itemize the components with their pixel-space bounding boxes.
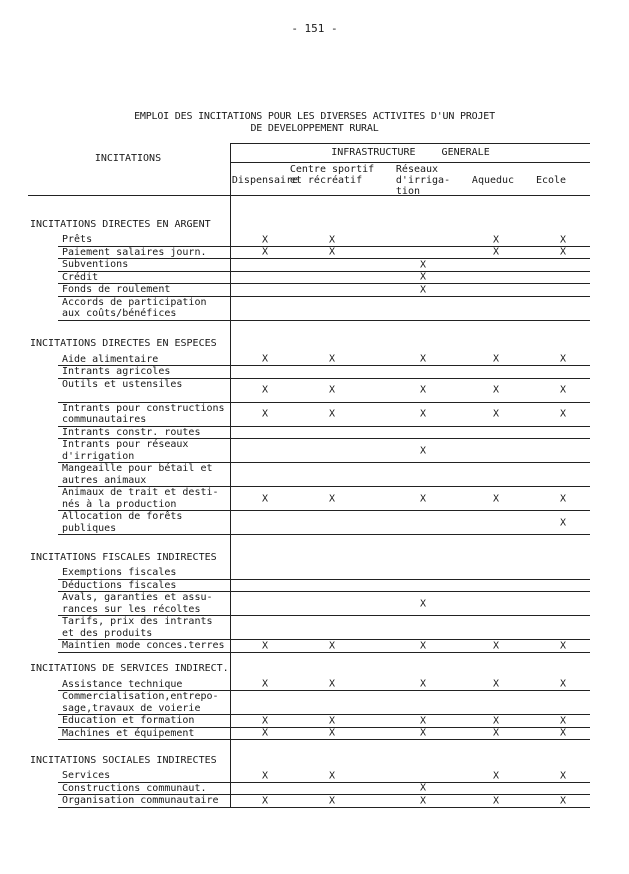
row-cells: [230, 728, 590, 741]
row-cells: [230, 403, 590, 427]
row-cells: [230, 247, 590, 260]
table-row: [28, 284, 590, 297]
mark-x: X: [328, 384, 336, 396]
column-header-dispensaire: Dispensaire: [231, 175, 299, 186]
row-label: Fonds de roulement: [58, 284, 230, 297]
mark-x: X: [492, 678, 500, 690]
row-cells: [230, 234, 590, 247]
row-cells: [230, 259, 590, 272]
row-cells: [230, 770, 590, 783]
mark-x: X: [492, 234, 500, 246]
row-label: Education et formation: [58, 715, 230, 728]
mark-x: X: [419, 640, 427, 652]
row-label: Crédit: [58, 272, 230, 285]
mark-x: X: [261, 795, 269, 807]
column-header-aqueduc: Aqueduc: [471, 175, 515, 186]
mark-x: X: [559, 246, 567, 258]
table-header: [28, 143, 590, 196]
row-label: Paiement salaires journ.: [58, 247, 230, 260]
mark-x: X: [328, 353, 336, 365]
column-header-ecole: Ecole: [535, 175, 567, 186]
row-cells: [230, 640, 590, 653]
mark-x: X: [419, 678, 427, 690]
mark-x: X: [559, 770, 567, 782]
mark-x: X: [261, 384, 269, 396]
row-label: Maintien mode conces.terres: [58, 640, 230, 653]
row-label: Subventions: [58, 259, 230, 272]
mark-x: X: [419, 795, 427, 807]
row-cells: [230, 427, 590, 440]
mark-x: X: [559, 234, 567, 246]
mark-x: X: [419, 271, 427, 283]
table-row: [28, 511, 590, 535]
mark-x: X: [492, 795, 500, 807]
incentives-table: [28, 143, 590, 808]
row-label: Intrants pour constructions communautaires: [58, 403, 230, 427]
mark-x: X: [261, 246, 269, 258]
row-cells: [230, 366, 590, 379]
row-label: Aide alimentaire: [58, 354, 230, 367]
table-row: [28, 427, 590, 440]
row-cells: [230, 715, 590, 728]
row-cells: [230, 272, 590, 285]
row-label: Intrants pour réseaux d'irrigation: [58, 439, 230, 463]
mark-x: X: [559, 727, 567, 739]
mark-x: X: [261, 353, 269, 365]
row-label: Mangeaille pour bétail et autres animaux: [58, 463, 230, 487]
row-cells: [230, 795, 590, 808]
table-row: [28, 640, 590, 653]
table-row: [28, 728, 590, 741]
table-body: [28, 196, 590, 808]
table-row: [28, 795, 590, 808]
row-label: Assistance technique: [58, 679, 230, 692]
section-title: INCITATIONS DE SERVICES INDIRECT.: [30, 663, 229, 674]
mark-x: X: [328, 493, 336, 504]
mark-x: X: [492, 353, 500, 365]
row-cells: [230, 284, 590, 297]
row-cells: [230, 691, 590, 715]
mark-x: X: [328, 795, 336, 807]
mark-x: X: [419, 727, 427, 739]
row-cells: [230, 679, 590, 692]
mark-x: X: [328, 246, 336, 258]
table-row: [28, 463, 590, 487]
table-row: [28, 259, 590, 272]
row-cells: [230, 580, 590, 593]
table-row: [28, 403, 590, 427]
table-row: [28, 715, 590, 728]
section-header: [28, 321, 590, 354]
group-header: INFRASTRUCTURE GENERALE: [231, 144, 590, 163]
section-cells: [230, 196, 590, 234]
mark-x: X: [559, 408, 567, 420]
row-label: Animaux de trait et desti- nés à la production: [58, 487, 230, 511]
row-label: Intrants agricoles: [58, 366, 230, 379]
mark-x: X: [492, 715, 500, 727]
section-header: [28, 653, 590, 679]
mark-x: X: [419, 715, 427, 727]
section-cells: [230, 535, 590, 567]
mark-x: X: [492, 770, 500, 782]
row-label: Avals, garanties et assu- rances sur les récoltes: [58, 592, 230, 616]
row-label: Déductions fiscales: [58, 580, 230, 593]
table-title: [0, 111, 629, 135]
row-cells: [230, 439, 590, 463]
mark-x: X: [419, 782, 427, 794]
table-row: [28, 580, 590, 593]
table-row: [28, 234, 590, 247]
column-headers: [230, 143, 590, 195]
row-label: Organisation communautaire: [58, 795, 230, 808]
mark-x: X: [261, 678, 269, 690]
mark-x: X: [559, 678, 567, 690]
table-row: [28, 247, 590, 260]
mark-x: X: [492, 727, 500, 739]
row-label: Tarifs, prix des intrants et des produits: [58, 616, 230, 640]
row-label: Constructions communaut.: [58, 783, 230, 796]
section-title: INCITATIONS FISCALES INDIRECTES: [30, 551, 217, 563]
mark-x: X: [261, 770, 269, 782]
section-header: [28, 740, 590, 770]
mark-x: X: [261, 715, 269, 727]
row-label: Exemptions fiscales: [58, 567, 230, 580]
table-row: [28, 616, 590, 640]
row-label: Allocation de forêts publiques: [58, 511, 230, 535]
mark-x: X: [419, 445, 427, 456]
row-label: Machines et équipement: [58, 728, 230, 741]
table-row: [28, 297, 590, 321]
mark-x: X: [328, 727, 336, 739]
row-cells: [230, 354, 590, 367]
mark-x: X: [492, 640, 500, 652]
mark-x: X: [328, 770, 336, 782]
column-header-reseaux-irrigation: Réseaux d'irriga- tion: [395, 164, 451, 197]
mark-x: X: [328, 640, 336, 652]
mark-x: X: [559, 640, 567, 652]
title-line-1: EMPLOI DES INCITATIONS POUR LES DIVERSES ACTIVITES D'UN PROJET: [134, 111, 495, 122]
table-row: [28, 272, 590, 285]
table-row: [28, 567, 590, 580]
row-cells: [230, 511, 590, 535]
row-label: Outils et ustensiles: [58, 379, 230, 403]
mark-x: X: [419, 259, 427, 271]
row-label: Accords de participation aux coûts/bénéfices: [58, 297, 230, 321]
mark-x: X: [419, 353, 427, 365]
mark-x: X: [328, 678, 336, 690]
table-row: [28, 379, 590, 403]
mark-x: X: [492, 408, 500, 420]
table-row: [28, 366, 590, 379]
mark-x: X: [559, 795, 567, 807]
section-cells: [230, 740, 590, 770]
row-label: Commercialisation,entrepo- sage,travaux de voierie: [58, 691, 230, 715]
table-row: [28, 487, 590, 511]
mark-x: X: [559, 384, 567, 396]
row-cells: [230, 783, 590, 796]
mark-x: X: [261, 493, 269, 504]
section-header: [28, 535, 590, 567]
mark-x: X: [559, 353, 567, 365]
row-cells: [230, 463, 590, 487]
mark-x: X: [261, 234, 269, 246]
table-row: [28, 783, 590, 796]
row-cells: [230, 567, 590, 580]
mark-x: X: [559, 517, 567, 528]
mark-x: X: [492, 246, 500, 258]
section-cells: [230, 321, 590, 354]
section-header: [28, 196, 590, 234]
row-label: Intrants constr. routes: [58, 427, 230, 440]
mark-x: X: [328, 408, 336, 420]
mark-x: X: [419, 284, 427, 296]
mark-x: X: [261, 727, 269, 739]
mark-x: X: [328, 234, 336, 246]
table-row: [28, 592, 590, 616]
mark-x: X: [559, 715, 567, 727]
row-cells: [230, 379, 590, 403]
table-row: [28, 439, 590, 463]
section-title: INCITATIONS DIRECTES EN ESPECES: [30, 338, 217, 349]
section-cells: [230, 653, 590, 679]
mark-x: X: [492, 384, 500, 396]
table-row: [28, 691, 590, 715]
row-label: Services: [58, 770, 230, 783]
section-title: INCITATIONS DIRECTES EN ARGENT: [30, 218, 211, 230]
mark-x: X: [559, 493, 567, 504]
table-row: [28, 770, 590, 783]
mark-x: X: [419, 408, 427, 420]
title-line-2: DE DEVELOPPEMENT RURAL: [250, 123, 379, 134]
column-header-centre-sportif: Centre sportif et récréatif: [289, 164, 375, 186]
table-row: [28, 679, 590, 692]
mark-x: X: [419, 384, 427, 396]
mark-x: X: [419, 493, 427, 504]
mark-x: X: [492, 493, 500, 504]
row-cells: [230, 616, 590, 640]
row-cells: [230, 592, 590, 616]
row-label-header: INCITATIONS: [94, 153, 162, 164]
table-row: [28, 354, 590, 367]
section-title: INCITATIONS SOCIALES INDIRECTES: [30, 754, 217, 766]
row-label: Prêts: [58, 234, 230, 247]
mark-x: X: [328, 715, 336, 727]
mark-x: X: [419, 598, 427, 609]
row-cells: [230, 297, 590, 321]
mark-x: X: [261, 408, 269, 420]
mark-x: X: [261, 640, 269, 652]
page-number: - 151 -: [291, 22, 338, 35]
row-cells: [230, 487, 590, 511]
